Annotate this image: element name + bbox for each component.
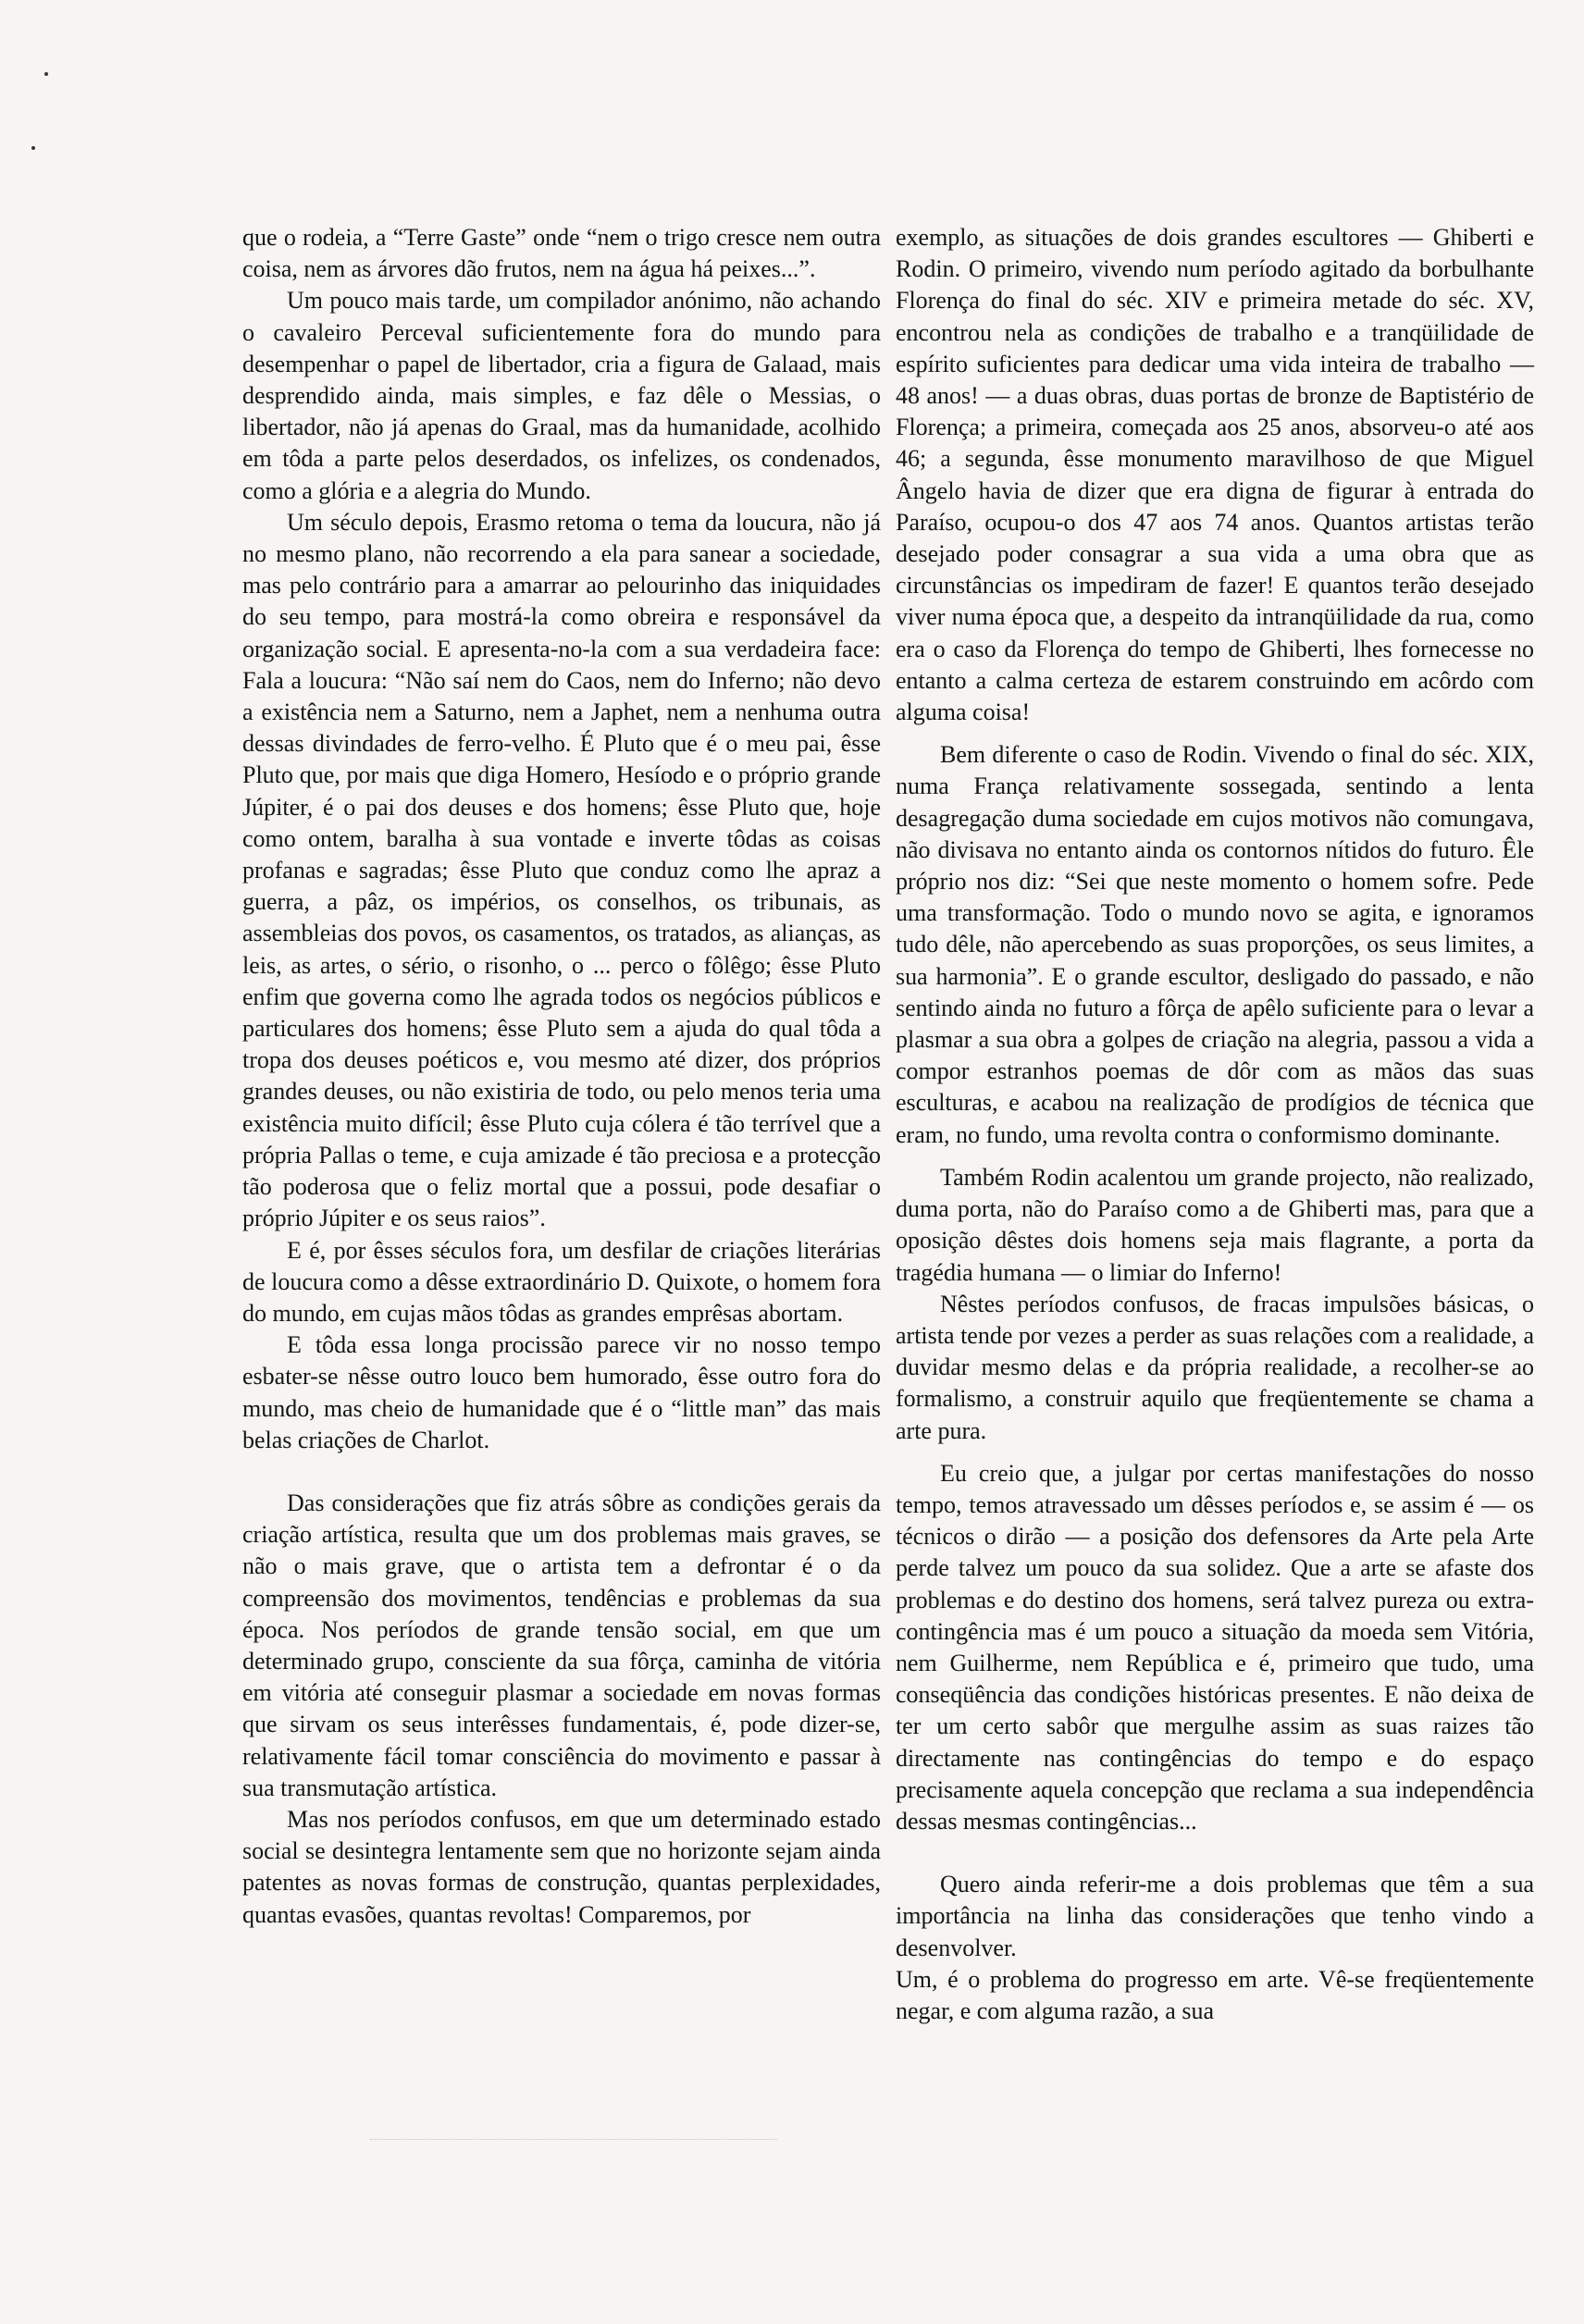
paragraph: E é, por êsses séculos fora, um desfilar de criações literárias de loucura como a dêsse extraordinário D. Quixote, o homem fora do mundo, em cujas mãos tôdas as grandes emprêsas abortam. bbox=[242, 1236, 881, 1327]
ink-speck bbox=[44, 72, 48, 76]
paragraph: exemplo, as situações de dois grandes escultores — Ghiberti e Rodin. O primeiro, vivendo num período agitado da borbulhante Florença do final do séc. XIV e primeira metade do séc. XV, encontrou nela as condições de trabalho e a tranqüilidade de espírito suficientes para dedicar uma vida inteira de trabalho — 48 anos! — a duas obras, duas portas de bronze de Baptistério de Florença; a primeira, começada aos 25 anos, absorveu-o até aos 46; a segunda, êsse monumento maravilhoso de que Miguel Ângelo havia de dizer que era digna de figurar à entrada do Paraíso, ocupou-o dos 47 aos 74 anos. Quantos artistas terão desejado poder consagrar a sua vida a uma obra que as circunstâncias os impediram de fazer! E quantos terão desejado viver numa época que, a despeito da intranqüilidade da rua, como era o caso da Florença do tempo de Ghiberti, lhes fornecesse no entanto a calma certeza de estarem construindo em acôrdo com alguma coisa! bbox=[896, 224, 1534, 726]
paragraph: Eu creio que, a julgar por certas manifestações do nosso tempo, temos atravessado um dêsses períodos e, se assim é — os técnicos o dirão — a posição dos defensores da Arte pela Arte perde talvez um pouco da sua solidez. Que a arte se afaste dos problemas e do destino dos homens, será talvez pureza ou extra-contingência mas é um pouco a situação da moeda sem Vitória, nem Guilherme, nem República e é, primeiro que tudo, uma conseqüência das condições históricas presentes. E não deixa de ter um certo sabôr que mergulhe assim as suas raizes tão directamente nas contingências do tempo e do espaço precisamente aquela concepção que reclama a sua independência dessas mesmas contingências... bbox=[896, 1459, 1534, 1835]
ink-speck bbox=[31, 146, 35, 150]
paragraph: Um pouco mais tarde, um compilador anónimo, não achando o cavaleiro Perceval suficientemente fora do mundo para desempenhar o papel de libertador, cria a figura de Galaad, mais desprendido ainda, mais simples, e faz dêle o Messias, o libertador, não já apenas do Graal, mas da humanidade, acolhido em tôda a parte pelos deserdados, os infelizes, os condenados, como a glória e a alegria do Mundo. bbox=[242, 287, 881, 504]
paragraph: E tôda essa longa procissão parece vir no nosso tempo esbater-se nêsse outro louco bem humorado, êsse outro fora do mundo, mas cheio de humanidade que é o “little man” das mais belas criações de Charlot. bbox=[242, 1331, 881, 1453]
paragraph: Das considerações que fiz atrás sôbre as condições gerais da criação artística, resulta que um dos problemas mais graves, se não o mais grave, que o artista tem a defrontar é o da compreensão dos movimentos, tendências e problemas da sua época. Nos períodos de grande tensão social, em que um determinado grupo, consciente da sua fôrça, caminha de vitória em vitória até conseguir plasmar a sociedade em novas formas que sirvam os seus interêsses fundamentais, é, pode dizer-se, relativamente fácil tomar consciência do movimento e passar à sua transmutação artística. bbox=[242, 1489, 881, 1801]
paragraph: Bem diferente o caso de Rodin. Vivendo o final do séc. XIX, numa França relativamente sossegada, sentindo a lenta desagregação duma sociedade em cujos motivos não comungava, não divisava no entanto ainda os contornos nítidos do futuro. Êle próprio nos diz: “Sei que neste momento o homem sofre. Pede uma transformação. Todo o mundo novo se agita, e ignoramos tudo dêle, não apercebendo as suas proporções, os seus limites, a sua harmonia”. E o grande escultor, desligado do passado, e não sentindo ainda no futuro a fôrça de apêlo suficiente para o levar a plasmar a sua obra a golpes de criação na alegria, passou a vida a compor estranhos poemas de dôr com as mãos das suas esculturas, e acabou na realização de prodígios de técnica que eram, no fundo, uma revolta contra o conformismo dominante. bbox=[896, 741, 1534, 1148]
paragraph: que o rodeia, a “Terre Gaste” onde “nem o trigo cresce nem outra coisa, nem as árvores dão frutos, nem na água há peixes...”. bbox=[242, 224, 881, 283]
paragraph: Também Rodin acalentou um grande projecto, não realizado, duma porta, não do Paraíso como a de Ghiberti mas, para que a oposição dêstes dois homens seja mais flagrante, a porta da tragédia humana — o limiar do Inferno! bbox=[896, 1163, 1534, 1286]
left-column bbox=[242, 222, 881, 1931]
paragraph: Nêstes períodos confusos, de fracas impulsões básicas, o artista tende por vezes a perder as suas relações com a realidade, a duvidar mesmo delas e da própria realidade, a recolher-se ao formalismo, a construir aquilo que freqüentemente se chama a arte pura. bbox=[896, 1290, 1534, 1444]
bottom-rule bbox=[370, 2139, 777, 2140]
paragraph: Quero ainda referir-me a dois problemas que têm a sua importância na linha das considerações que tenho vindo a desenvolver. bbox=[896, 1871, 1534, 1961]
paragraph: Um, é o problema do progresso em arte. Vê-se freqüentemente negar, e com alguma razão, a sua bbox=[896, 1965, 1534, 2024]
right-column bbox=[896, 222, 1534, 2027]
paragraph: Mas nos períodos confusos, em que um determinado estado social se desintegra lentamente sem que no horizonte sejam ainda patentes as novas formas de construção, quantas perplexidades, quantas evasões, quantas revoltas! Comparemos, por bbox=[242, 1805, 881, 1928]
paragraph: Um século depois, Erasmo retoma o tema da loucura, não já no mesmo plano, não recorrendo a ela para sanear a sociedade, mas pelo contrário para a amarrar ao pelourinho das iniquidades do seu tempo, para mostrá-la como obreira e responsável da organização social. E apresenta-no-la com a sua verdadeira face: Fala a loucura: “Não saí nem do Caos, nem do Inferno; não devo a existência nem a Saturno, nem a Japhet, nem a nenhuma outra dessas divindades de ferro-velho. É Pluto que é o meu pai, êsse Pluto que, por mais que diga Homero, Hesíodo e o próprio grande Júpiter, é o pai dos deuses e dos homens; êsse Pluto que, hoje como ontem, baralha à sua vontade e inverte tôdas as coisas profanas e sagradas; êsse Pluto que conduz como lhe apraz a guerra, a pâz, os impérios, os conselhos, os tribunais, as assembleias dos povos, os casamentos, os tratados, as alianças, as leis, as artes, o sério, o risonho, o ... perco o fôlêgo; êsse Pluto enfim que governa como lhe agrada todos os negócios públicos e particulares dos homens; êsse Pluto sem a ajuda do qual tôda a tropa dos deuses poéticos e, vou mesmo até dizer, dos próprios grandes deuses, ou não existiria de todo, ou pelo menos teria uma existência muito difícil; êsse Pluto cuja cólera é tão terrível que a própria Pallas o teme, e cuja amizade é tão preciosa e a protecção tão poderosa que o feliz mortal que a possui, pode desafiar o próprio Júpiter e os seus raios”. bbox=[242, 508, 881, 1232]
